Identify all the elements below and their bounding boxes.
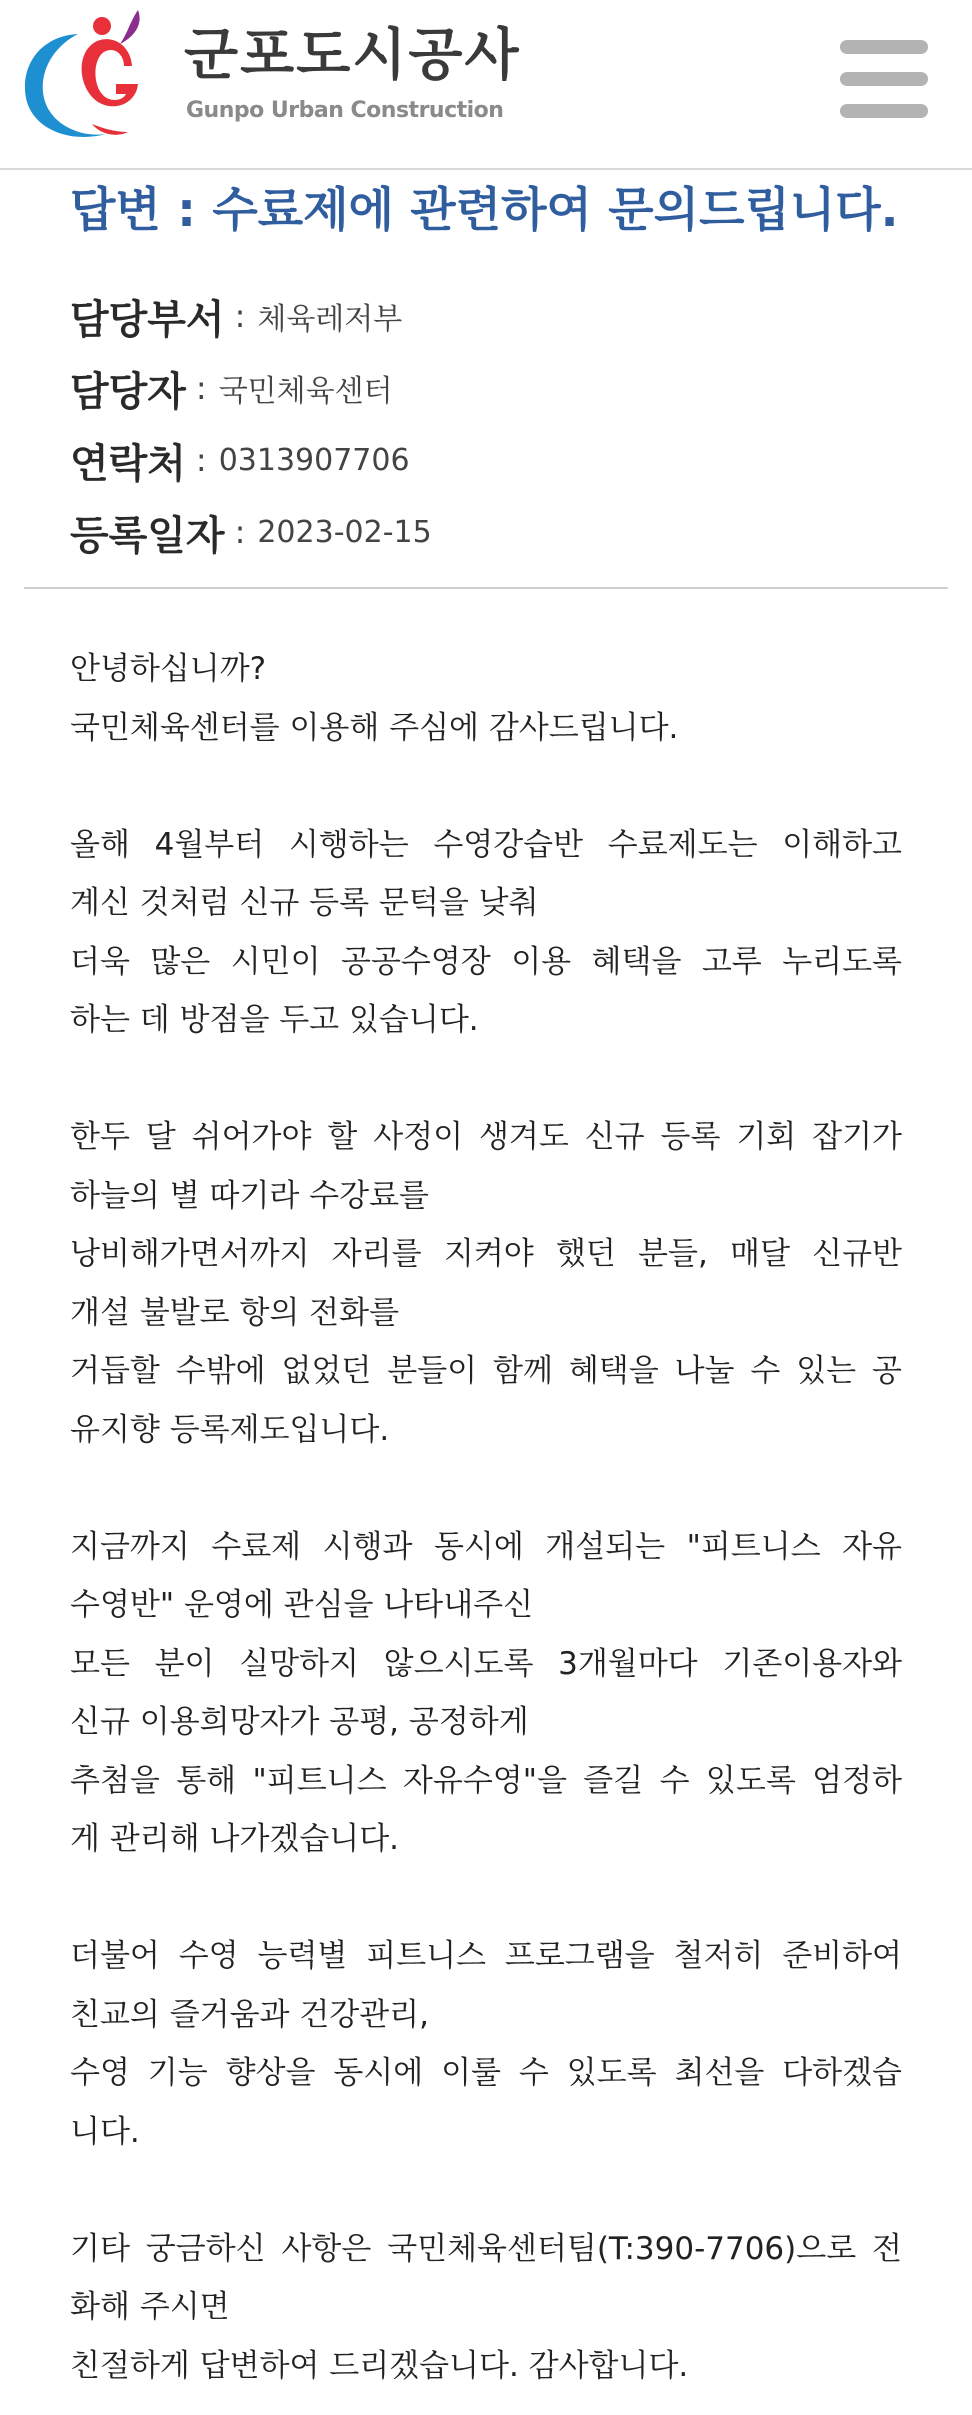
meta-separator: : (234, 297, 246, 335)
body-line: 수영반" 운영에 관심을 나타내주신 (70, 1587, 534, 1623)
body-line: 올해 4월부터 시행하는 수영강습반 수료제도는 이해하고 (70, 826, 902, 863)
meta-department (70, 280, 920, 352)
paragraph-gap (70, 757, 902, 816)
body-line: 안녕하십니까? (70, 651, 267, 687)
body-line: 니다. (70, 2113, 140, 2150)
body-line: 낭비해가면서까지 자리를 지켜야 했던 분들, 매달 신규반 (70, 1236, 902, 1272)
post-body (70, 640, 902, 2395)
body-line: 거듭할 수밖에 없었던 분들이 함께 혜택을 나눌 수 있는 공 (70, 1353, 902, 1389)
meta-contact (70, 424, 920, 496)
meta-separator: : (234, 513, 246, 551)
meta-value: 체육레저부 (257, 302, 403, 337)
body-line: 개설 불발로 항의 전화를 (70, 1294, 400, 1331)
meta-separator: : (195, 441, 207, 479)
body-line: 게 관리해 나가겠습니다. (70, 1821, 400, 1857)
section-divider (24, 587, 948, 589)
menu-bar (840, 72, 928, 86)
body-line: 유지향 등록제도입니다. (70, 1411, 390, 1448)
body-line: 화해 주시면 (70, 2289, 230, 2325)
brand-name-english: Gunpo Urban Construction (186, 98, 504, 123)
body-line: 추첨을 통해 "피트니스 자유수영"을 즐길 수 있도록 엄정하 (70, 1762, 902, 1799)
menu-bar (840, 40, 928, 54)
body-line: 모든 분이 실망하지 않으시도록 3개월마다 기존이용자와 (70, 1645, 902, 1682)
paragraph-gap (70, 1869, 902, 1928)
meta-value: 2023-02-15 (257, 514, 432, 550)
body-line: 하는 데 방점을 두고 있습니다. (70, 1002, 479, 1038)
meta-label: 담당자 (70, 368, 186, 415)
site-header (0, 0, 972, 170)
meta-manager (70, 352, 920, 424)
meta-label: 등록일자 (70, 512, 225, 559)
body-line: 친교의 즐거움과 건강관리, (70, 1996, 429, 2033)
body-line: 신규 이용희망자가 공평, 공정하게 (70, 1704, 529, 1740)
body-line: 수영 기능 향상을 동시에 이룰 수 있도록 최선을 다하겠습 (70, 2055, 902, 2091)
body-line: 더욱 많은 시민이 공공수영장 이용 혜택을 고루 누리도록 (70, 943, 902, 980)
post-title: 답변 : 수료제에 관련하여 문의드립니다. (70, 183, 899, 238)
body-line: 지금까지 수료제 시행과 동시에 개설되는 "피트니스 자유 (70, 1528, 902, 1565)
menu-bar (840, 104, 928, 118)
post-meta (70, 280, 920, 568)
meta-value: 국민체육센터 (218, 374, 393, 409)
meta-value[interactable]: 0313907706 (218, 442, 410, 478)
body-line: 하늘의 별 따기라 수강료를 (70, 1177, 429, 1214)
hamburger-menu-icon[interactable] (840, 40, 928, 118)
body-line: 한두 달 쉬어가야 할 사정이 생겨도 신규 등록 기회 잡기가 (70, 1119, 902, 1155)
body-line: 친절하게 답변하여 드리겠습니다. 감사합니다. (70, 2347, 689, 2384)
paragraph-gap (70, 2161, 902, 2220)
body-line: 기타 궁금하신 사항은 국민체육센터팀(T:390-7706)으로 전 (70, 2230, 902, 2267)
paragraph-gap (70, 1459, 902, 1518)
body-line: 더불어 수영 능력별 피트니스 프로그램을 철저히 준비하여 (70, 1938, 902, 1974)
body-line: 계신 것처럼 신규 등록 문턱을 낮춰 (70, 885, 539, 921)
brand-name-korean: 군포도시공사 (184, 23, 521, 88)
meta-label: 담당부서 (70, 296, 225, 343)
body-line: 국민체육센터를 이용해 주심에 감사드립니다. (70, 709, 679, 746)
meta-label: 연락처 (70, 440, 186, 487)
gunpo-urban-construction-logo[interactable] (20, 6, 156, 146)
paragraph-gap (70, 1050, 902, 1109)
meta-separator: : (195, 369, 207, 407)
meta-registered-date (70, 496, 920, 568)
